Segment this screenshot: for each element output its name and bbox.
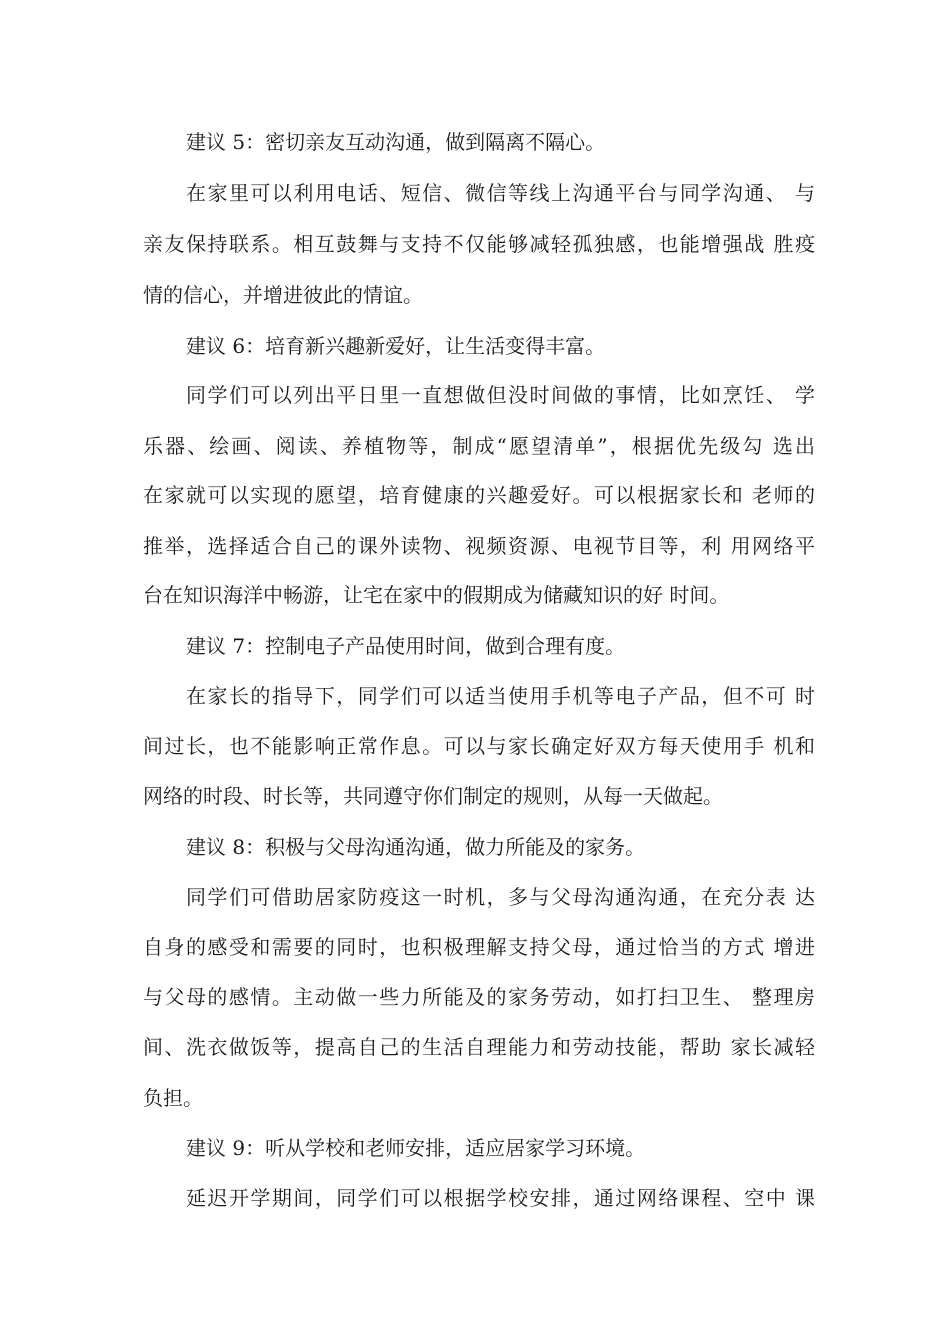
heading-suggestion-9: 建议 9：听从学校和老师安排，适应居家学习环境。 xyxy=(186,1136,646,1160)
paragraph-line: 情的信心，并增进彼此的情谊。 xyxy=(143,283,423,307)
paragraph-line: 与父母的感情。主动做一些力所能及的家务劳动，如打扫卫生、 整理房 xyxy=(143,985,815,1009)
paragraph-line: 间过长，也不能影响正常作息。可以与家长确定好双方每天使用手 机和 xyxy=(143,734,815,758)
paragraph-line: 自身的感受和需要的同时，也积极理解支持父母，通过恰当的方式 增进 xyxy=(143,935,815,959)
paragraph-line: 在家里可以利用电话、短信、微信等线上沟通平台与同学沟通、 与 xyxy=(186,181,815,205)
paragraph-line: 亲友保持联系。相互鼓舞与支持不仅能够减轻孤独感，也能增强战 胜疫 xyxy=(143,232,815,256)
heading-suggestion-8: 建议 8：积极与父母沟通沟通，做力所能及的家务。 xyxy=(186,835,646,859)
heading-suggestion-6: 建议 6：培育新兴趣新爱好，让生活变得丰富。 xyxy=(186,334,606,358)
paragraph-line: 同学们可以列出平日里一直想做但没时间做的事情，比如烹饪、 学 xyxy=(186,383,815,407)
paragraph-line: 推举，选择适合自己的课外读物、视频资源、电视节目等，利 用网络平 xyxy=(143,534,815,558)
paragraph-line: 在家长的指导下，同学们可以适当使用手机等电子产品，但不可 时 xyxy=(186,684,815,708)
paragraph-line: 负担。 xyxy=(143,1086,203,1110)
paragraph-line: 网络的时段、时长等，共同遵守你们制定的规则，从每一天做起。 xyxy=(143,784,723,808)
paragraph-line: 延迟开学期间，同学们可以根据学校安排，通过网络课程、空中 课 xyxy=(186,1186,815,1210)
paragraph-line: 乐器、绘画、阅读、养植物等，制成“愿望清单”，根据优先级勾 选出 xyxy=(143,434,815,458)
paragraph-line: 同学们可借助居家防疫这一时机，多与父母沟通沟通，在充分表 达 xyxy=(186,885,815,909)
paragraph-line: 在家就可以实现的愿望，培育健康的兴趣爱好。可以根据家长和 老师的 xyxy=(143,483,815,507)
heading-suggestion-5: 建议 5：密切亲友互动沟通，做到隔离不隔心。 xyxy=(186,130,606,154)
paragraph-line: 间、洗衣做饭等，提高自己的生活自理能力和劳动技能，帮助 家长减轻 xyxy=(143,1035,815,1059)
paragraph-line: 台在知识海洋中畅游，让宅在家中的假期成为储藏知识的好 时间。 xyxy=(143,583,730,607)
heading-suggestion-7: 建议 7：控制电子产品使用时间，做到合理有度。 xyxy=(186,634,626,658)
